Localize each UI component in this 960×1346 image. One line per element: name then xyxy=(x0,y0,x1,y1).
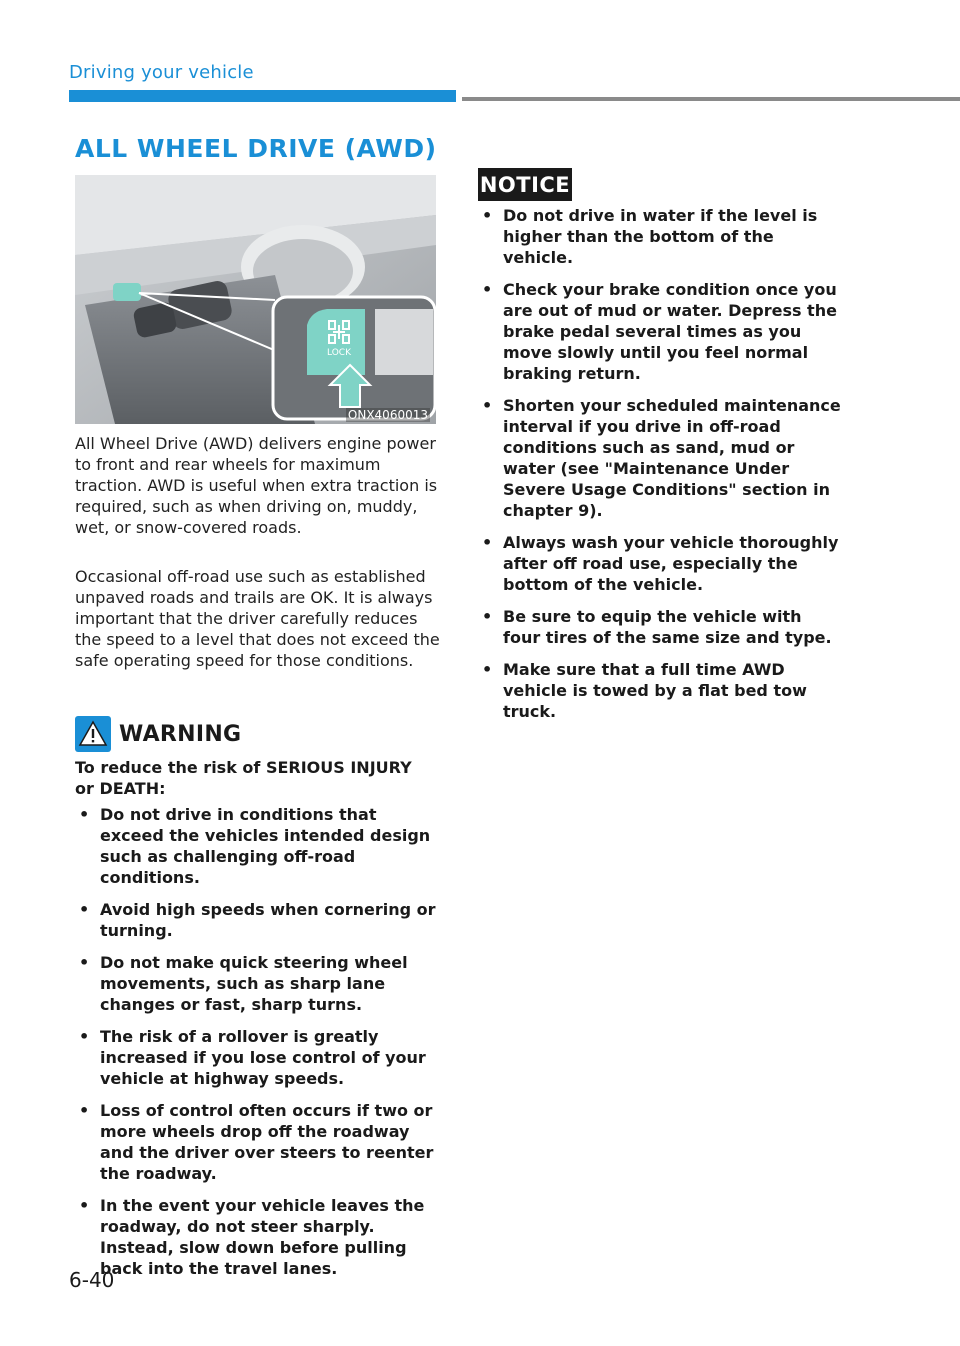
notice-item: • Check your brake condition once you are out of mud or water. Depress the brake pedal several times as you move slowly until you feel normal braking return. xyxy=(482,280,837,383)
page-number: 6-40 xyxy=(69,1268,115,1292)
notice-item: • Be sure to equip the vehicle with four tires of the same size and type. xyxy=(482,607,832,647)
lock-button-label: LOCK xyxy=(327,348,351,358)
warning-list xyxy=(75,804,440,1290)
warning-item: • Do not drive in conditions that exceed the vehicles intended design such as challenging off-road conditions. xyxy=(79,805,431,887)
header-accent-bar xyxy=(69,90,456,102)
section-title: ALL WHEEL DRIVE (AWD) xyxy=(75,134,437,163)
notice-item: • Do not drive in water if the level is higher than the bottom of the vehicle. xyxy=(482,206,818,267)
paragraph-offroad-use: Occasional off-road use such as established unpaved roads and trails are OK. It is always important that the driver carefully reduces the speed to a level that does not exceed the safe operating speed for those conditions. xyxy=(75,567,440,670)
console-illustration xyxy=(75,175,436,424)
warning-item: • Loss of control often occurs if two or more wheels drop off the roadway and the driver over steers to reenter the roadway. xyxy=(79,1101,434,1183)
figure-code: ONX4060013 xyxy=(347,408,428,422)
notice-item: • Make sure that a full time AWD vehicle is towed by a flat bed tow truck. xyxy=(482,660,807,721)
awd-lock-button-figure xyxy=(75,175,436,424)
notice-list xyxy=(478,205,843,733)
paragraph-awd-description: All Wheel Drive (AWD) delivers engine power to front and rear wheels for maximum traction. AWD is useful when extra traction is required, such as when driving on, muddy, wet, or snow-covered roads. xyxy=(75,434,438,537)
notice-item: • Shorten your scheduled maintenance interval if you drive in off-road conditions such as sand, mud or water (see "Maintenance Under Severe Usage Conditions" section in chapter 9). xyxy=(482,396,841,520)
warning-item: • Do not make quick steering wheel movements, such as sharp lane changes or fast, sharp turns. xyxy=(79,953,408,1014)
notice-badge: NOTICE xyxy=(478,168,572,201)
warning-item: • In the event your vehicle leaves the roadway, do not steer sharply. Instead, slow down before pulling back into the travel lanes. xyxy=(79,1196,425,1278)
warning-triangle-icon xyxy=(75,716,111,752)
warning-heading xyxy=(75,716,241,752)
notice-item: • Always wash your vehicle thoroughly after off road use, especially the bottom of the vehicle. xyxy=(482,533,839,594)
warning-intro: To reduce the risk of SERIOUS INJURY or DEATH: xyxy=(75,758,412,798)
warning-label: WARNING xyxy=(119,721,242,747)
header-rule xyxy=(462,97,960,101)
warning-item: • Avoid high speeds when cornering or turning. xyxy=(79,900,436,940)
warning-item: • The risk of a rollover is greatly increased if you lose control of your vehicle at highway speeds. xyxy=(79,1027,426,1088)
running-header: Driving your vehicle xyxy=(69,62,254,83)
